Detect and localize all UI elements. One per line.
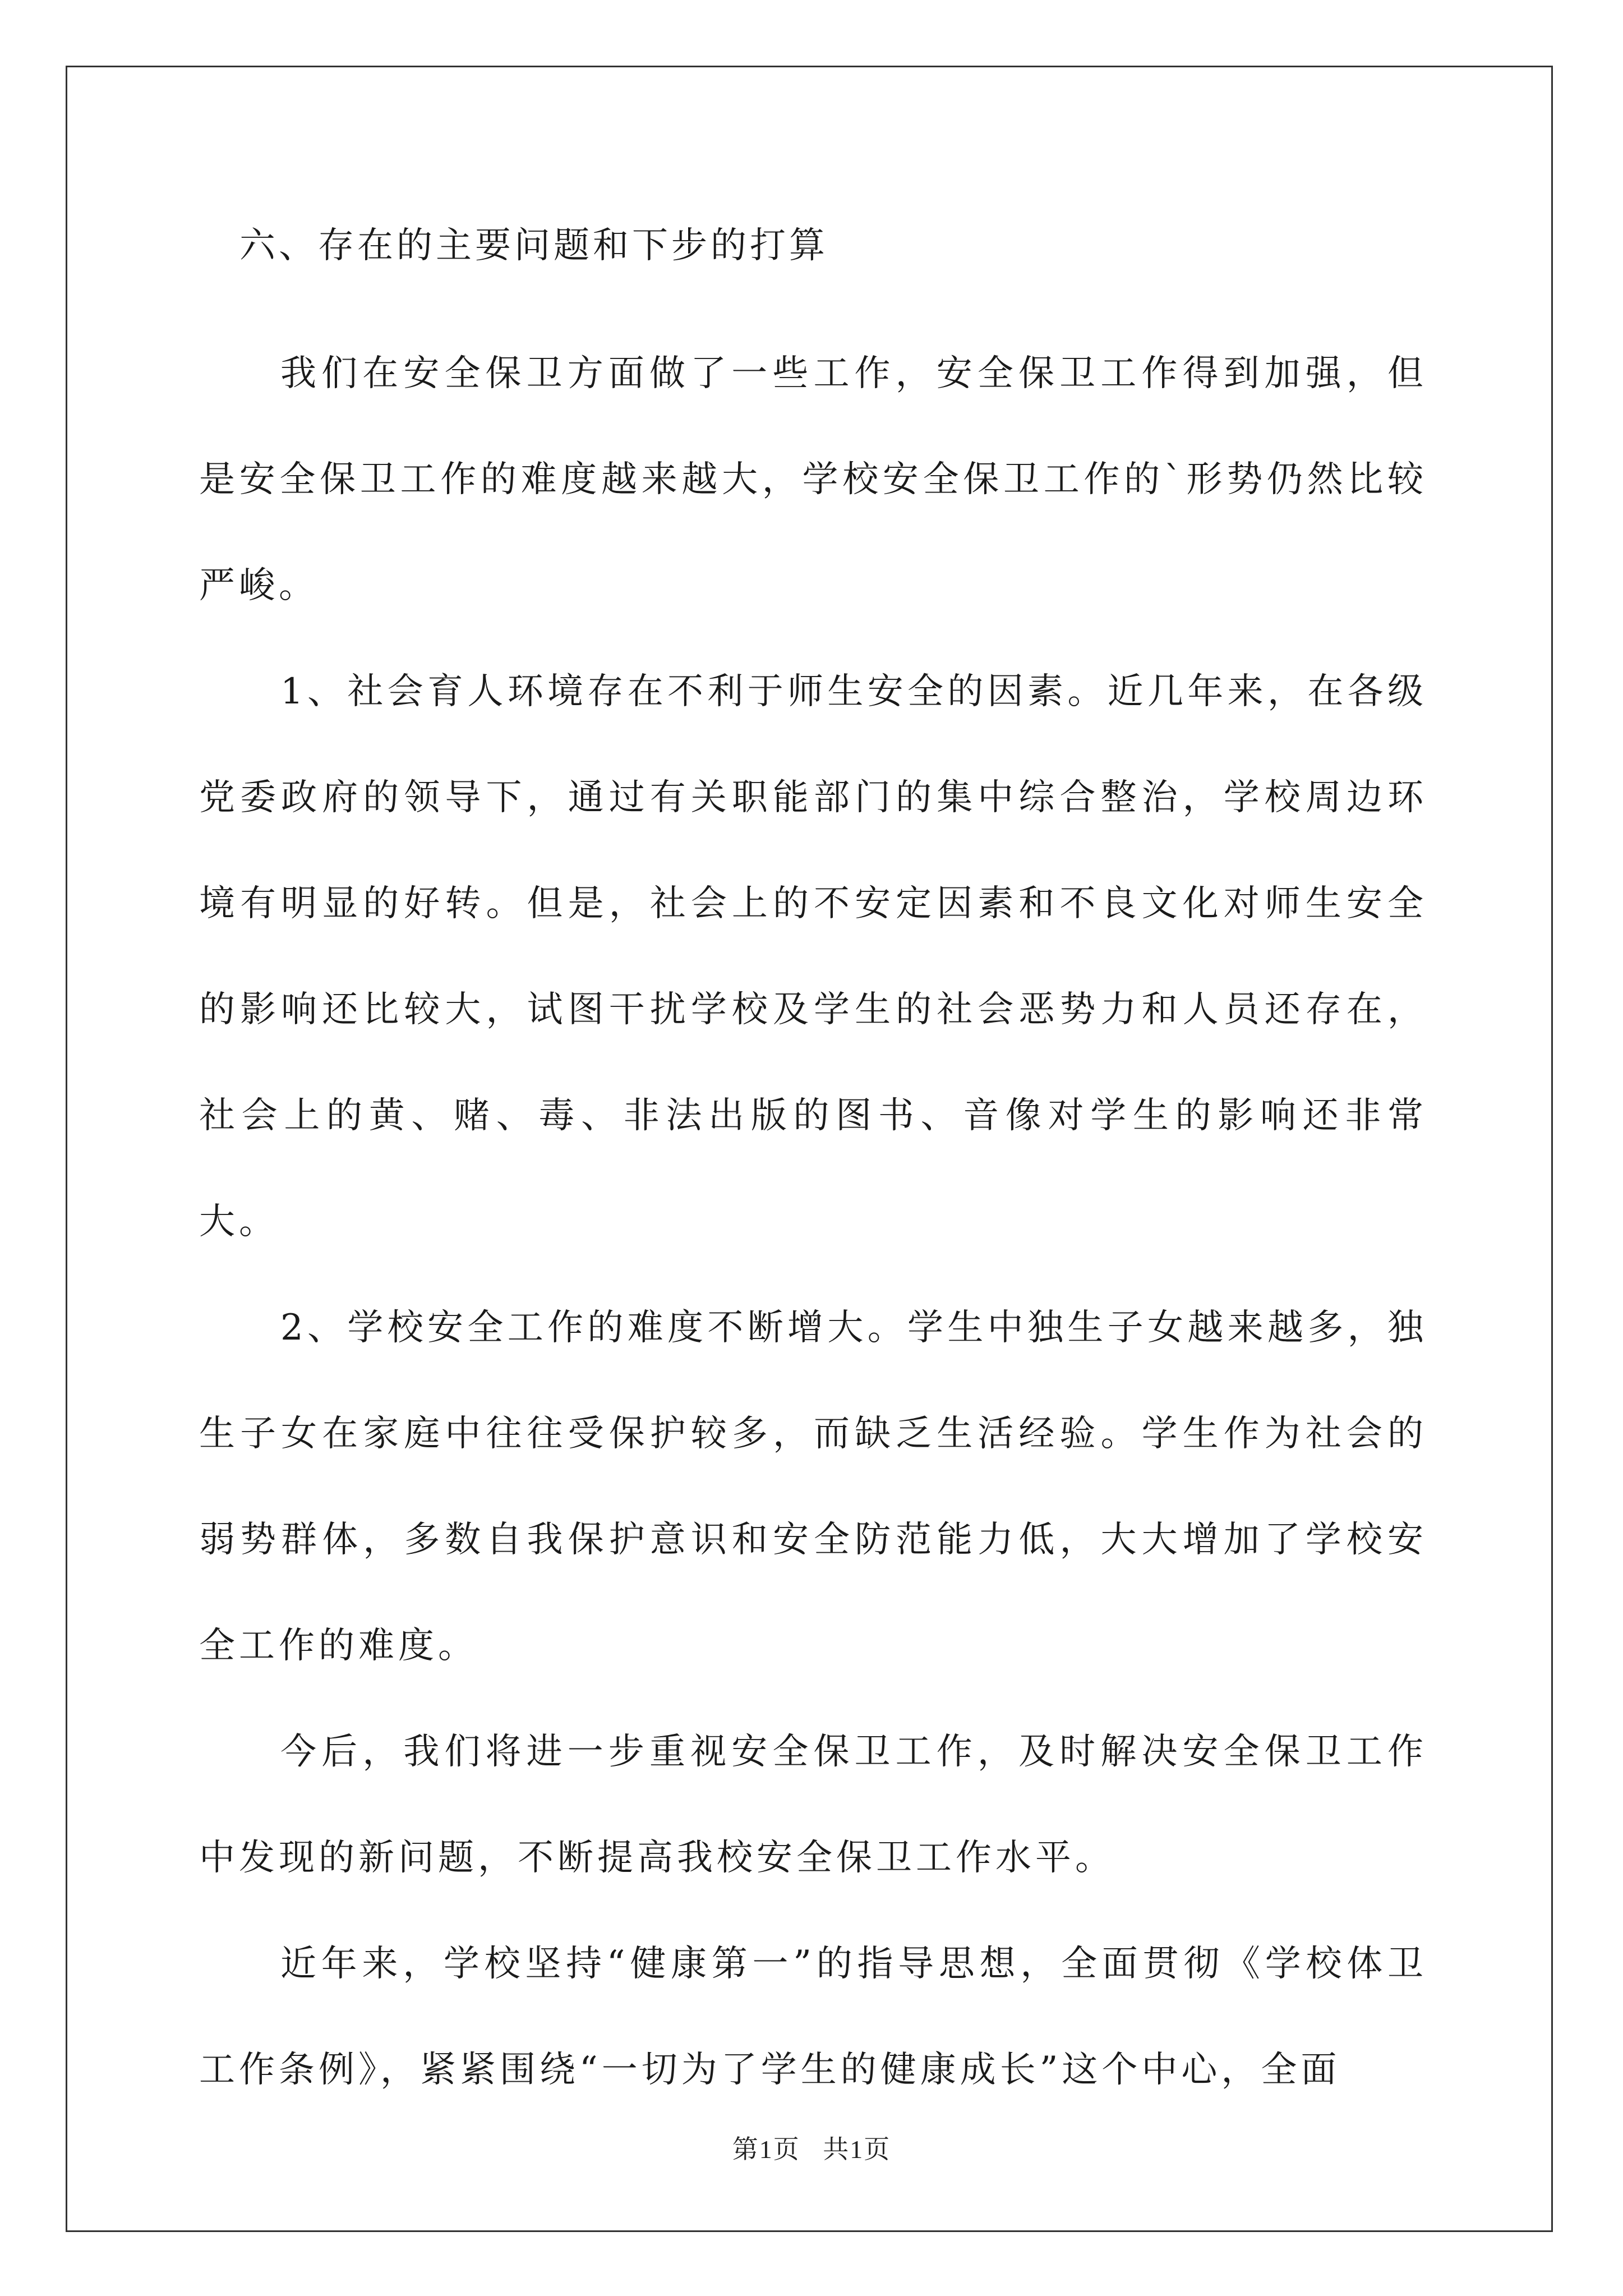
- paragraph: 2、学校安全工作的难度不断增大。学生中独生子女越来越多，独生子女在家庭中往往受保护较多，而缺乏生活经验。学生作为社会的弱势群体，多数自我保护意识和安全防范能力低，大大增加了学校安全工作的难度。: [199, 1307, 1427, 1667]
- paragraph: 1、社会育人环境存在不利于师生安全的因素。近几年来，在各级党委政府的领导下，通过有关职能部门的集中综合整治，学校周边环境有明显的好转。但是，社会上的不安定因素和不良文化对师生安全的影响还比较大，试图干扰学校及学生的社会恶势力和人员还存在，社会上的黄、赌、毒、非法出版的图书、音像对学生的影响还非常大。: [199, 671, 1427, 1243]
- paragraph: 近年来，学校坚持“健康第一”的指导思想，全面贯彻《学校体卫工作条例》，紧紧围绕“一切为了学生的健康成长”这个中心，全面: [199, 1943, 1427, 2091]
- section-heading: 六、存在的主要问题和下步的打算: [239, 225, 828, 266]
- paragraph: 今后，我们将进一步重视安全保卫工作，及时解决安全保卫工作中发现的新问题，不断提高我校安全保卫工作水平。: [199, 1731, 1427, 1879]
- document-body: [199, 219, 1427, 2150]
- paragraph: 我们在安全保卫方面做了一些工作，安全保卫工作得到加强，但是安全保卫工作的难度越来越大，学校安全保卫工作的`形势仍然比较严峻。: [199, 353, 1427, 606]
- page-footer: 第1页 共1页: [732, 2135, 891, 2164]
